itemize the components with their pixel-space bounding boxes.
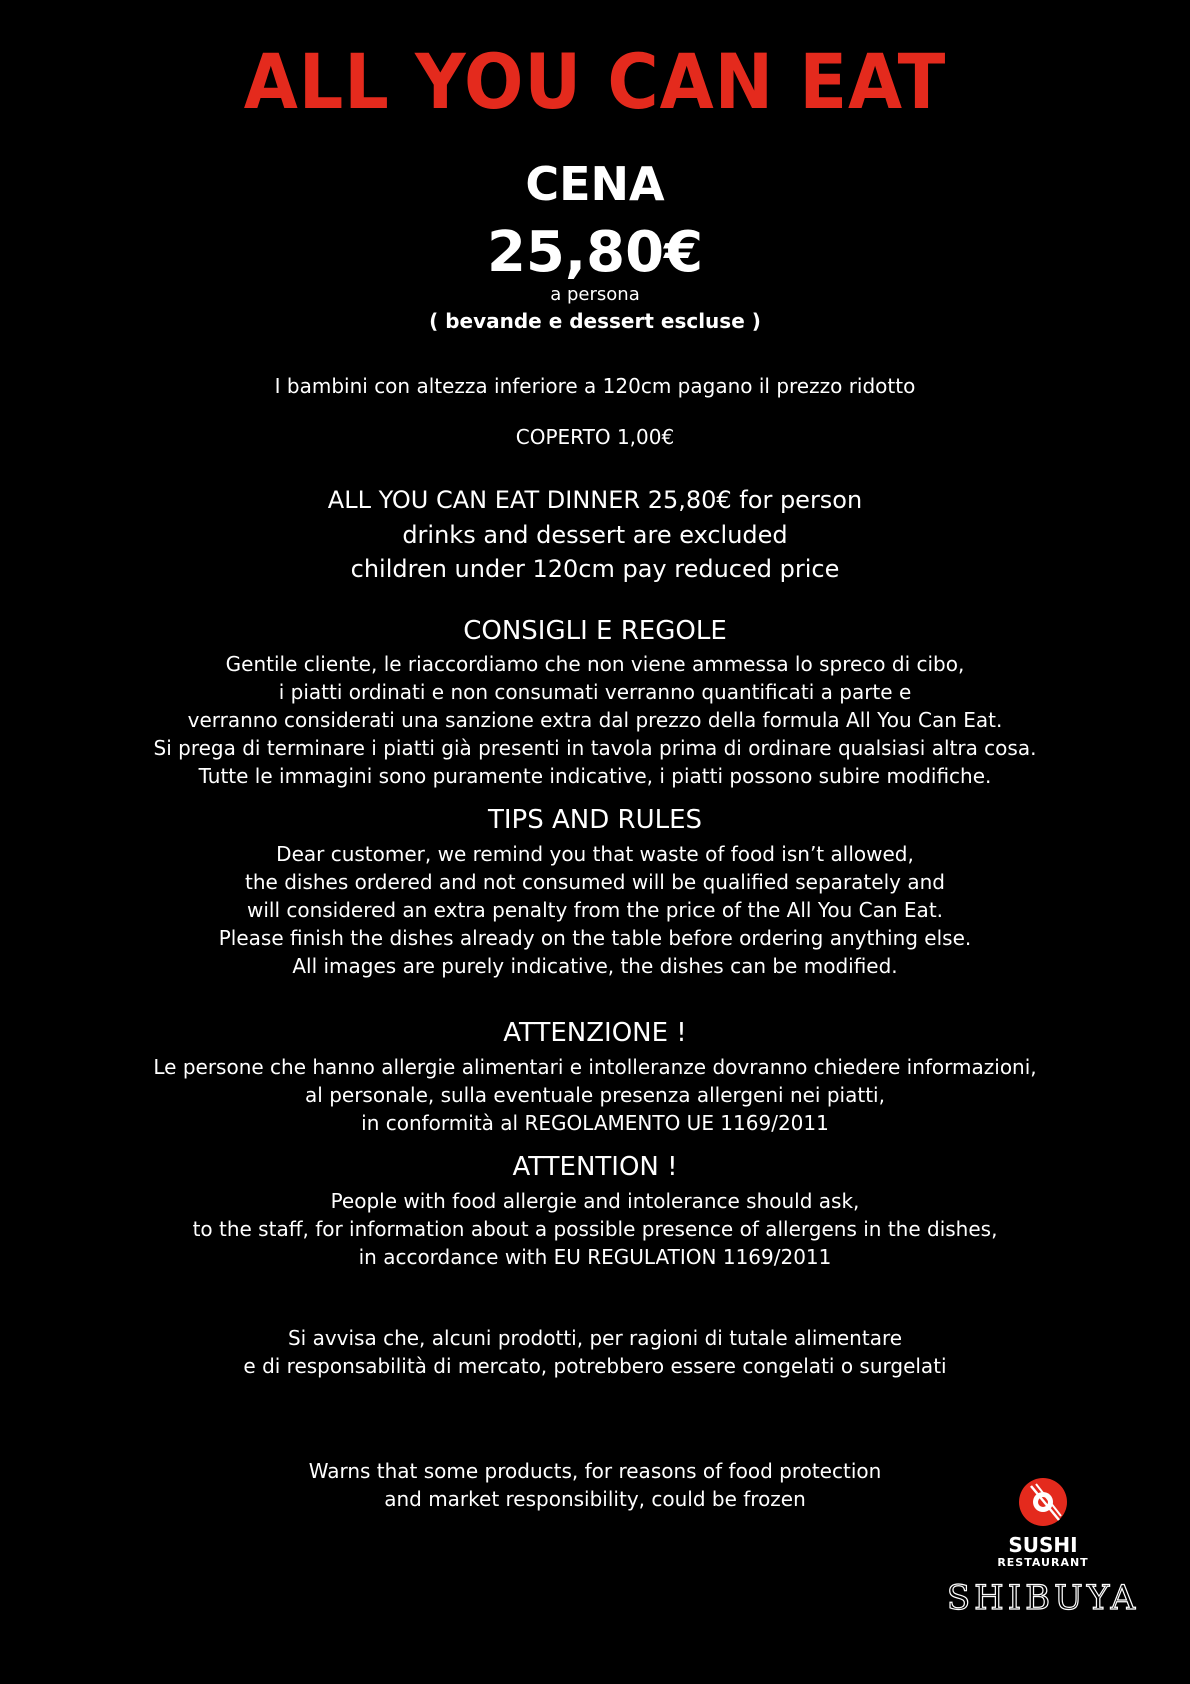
rules-en-line: Dear customer, we remind you that waste of food isn’t allowed, <box>276 842 914 866</box>
per-person-note: a persona <box>550 284 640 305</box>
rules-en-line: will considered an extra penalty from the price of the All You Can Eat. <box>246 898 944 922</box>
logo-restaurant-text: RESTAURANT <box>997 1556 1089 1569</box>
excluded-note: ( bevande e dessert escluse ) <box>429 309 761 333</box>
frozen-it-line: e di responsabilità di mercato, potrebbero essere congelati o surgelati <box>243 1354 947 1378</box>
dinner-label: CENA <box>525 157 665 211</box>
allergy-it-line: in conformità al REGOLAMENTO UE 1169/2011 <box>361 1111 829 1135</box>
rules-it-line: Si prega di terminare i piatti già presenti in tavola prima di ordinare qualsiasi altra cosa. <box>153 736 1037 760</box>
allergy-it-heading: ATTENZIONE ! <box>503 1018 687 1048</box>
allergy-it-line: Le persone che hanno allergie alimentari e intolleranze dovranno chiedere informazioni, <box>153 1055 1037 1079</box>
frozen-it-line: Si avvisa che, alcuni prodotti, per ragioni di tutale alimentare <box>287 1326 903 1350</box>
english-summary-line: children under 120cm pay reduced price <box>350 555 840 583</box>
dinner-price: 25,80€ <box>486 220 704 285</box>
cover-charge: COPERTO 1,00€ <box>515 425 675 449</box>
children-note-it: I bambini con altezza inferiore a 120cm pagano il prezzo ridotto <box>274 374 916 398</box>
frozen-en-line: and market responsibility, could be frozen <box>384 1487 806 1511</box>
page-title: ALL YOU CAN EAT <box>243 37 947 126</box>
allergy-it-line: al personale, sulla eventuale presenza allergeni nei piatti, <box>305 1083 885 1107</box>
english-summary-line: ALL YOU CAN EAT DINNER 25,80€ for person <box>327 486 863 514</box>
rules-en-line: Please finish the dishes already on the table before ordering anything else. <box>218 926 972 950</box>
rules-it-line: verranno considerati una sanzione extra dal prezzo della formula All You Can Eat. <box>187 708 1003 732</box>
restaurant-logo <box>938 1478 1148 1618</box>
rules-en-line: All images are purely indicative, the dishes can be modified. <box>292 954 898 978</box>
rules-en-line: the dishes ordered and not consumed will be qualified separately and <box>245 870 945 894</box>
rules-it-line: Gentile cliente, le riaccordiamo che non viene ammessa lo spreco di cibo, <box>225 652 965 676</box>
rules-it-heading: CONSIGLI E REGOLE <box>463 616 727 646</box>
allergy-en-line: to the staff, for information about a possible presence of allergens in the dishes, <box>192 1217 998 1241</box>
rules-en-heading: TIPS AND RULES <box>487 805 703 835</box>
rules-it-line: i piatti ordinati e non consumati verranno quantificati a parte e <box>278 680 912 704</box>
rules-it-line: Tutte le immagini sono puramente indicative, i piatti possono subire modifiche. <box>198 764 992 788</box>
allergy-en-line: in accordance with EU REGULATION 1169/2011 <box>358 1245 832 1269</box>
logo-shibuya-text: SHIBUYA <box>946 1578 1140 1618</box>
logo-sushi-text: SUSHI <box>1008 1533 1078 1557</box>
english-summary-line: drinks and dessert are excluded <box>402 521 788 549</box>
allergy-en-heading: ATTENTION ! <box>512 1152 678 1182</box>
allergy-en-line: People with food allergie and intolerance should ask, <box>330 1189 860 1213</box>
frozen-en-line: Warns that some products, for reasons of food protection <box>308 1459 882 1483</box>
sushi-roll-icon <box>1019 1478 1067 1526</box>
